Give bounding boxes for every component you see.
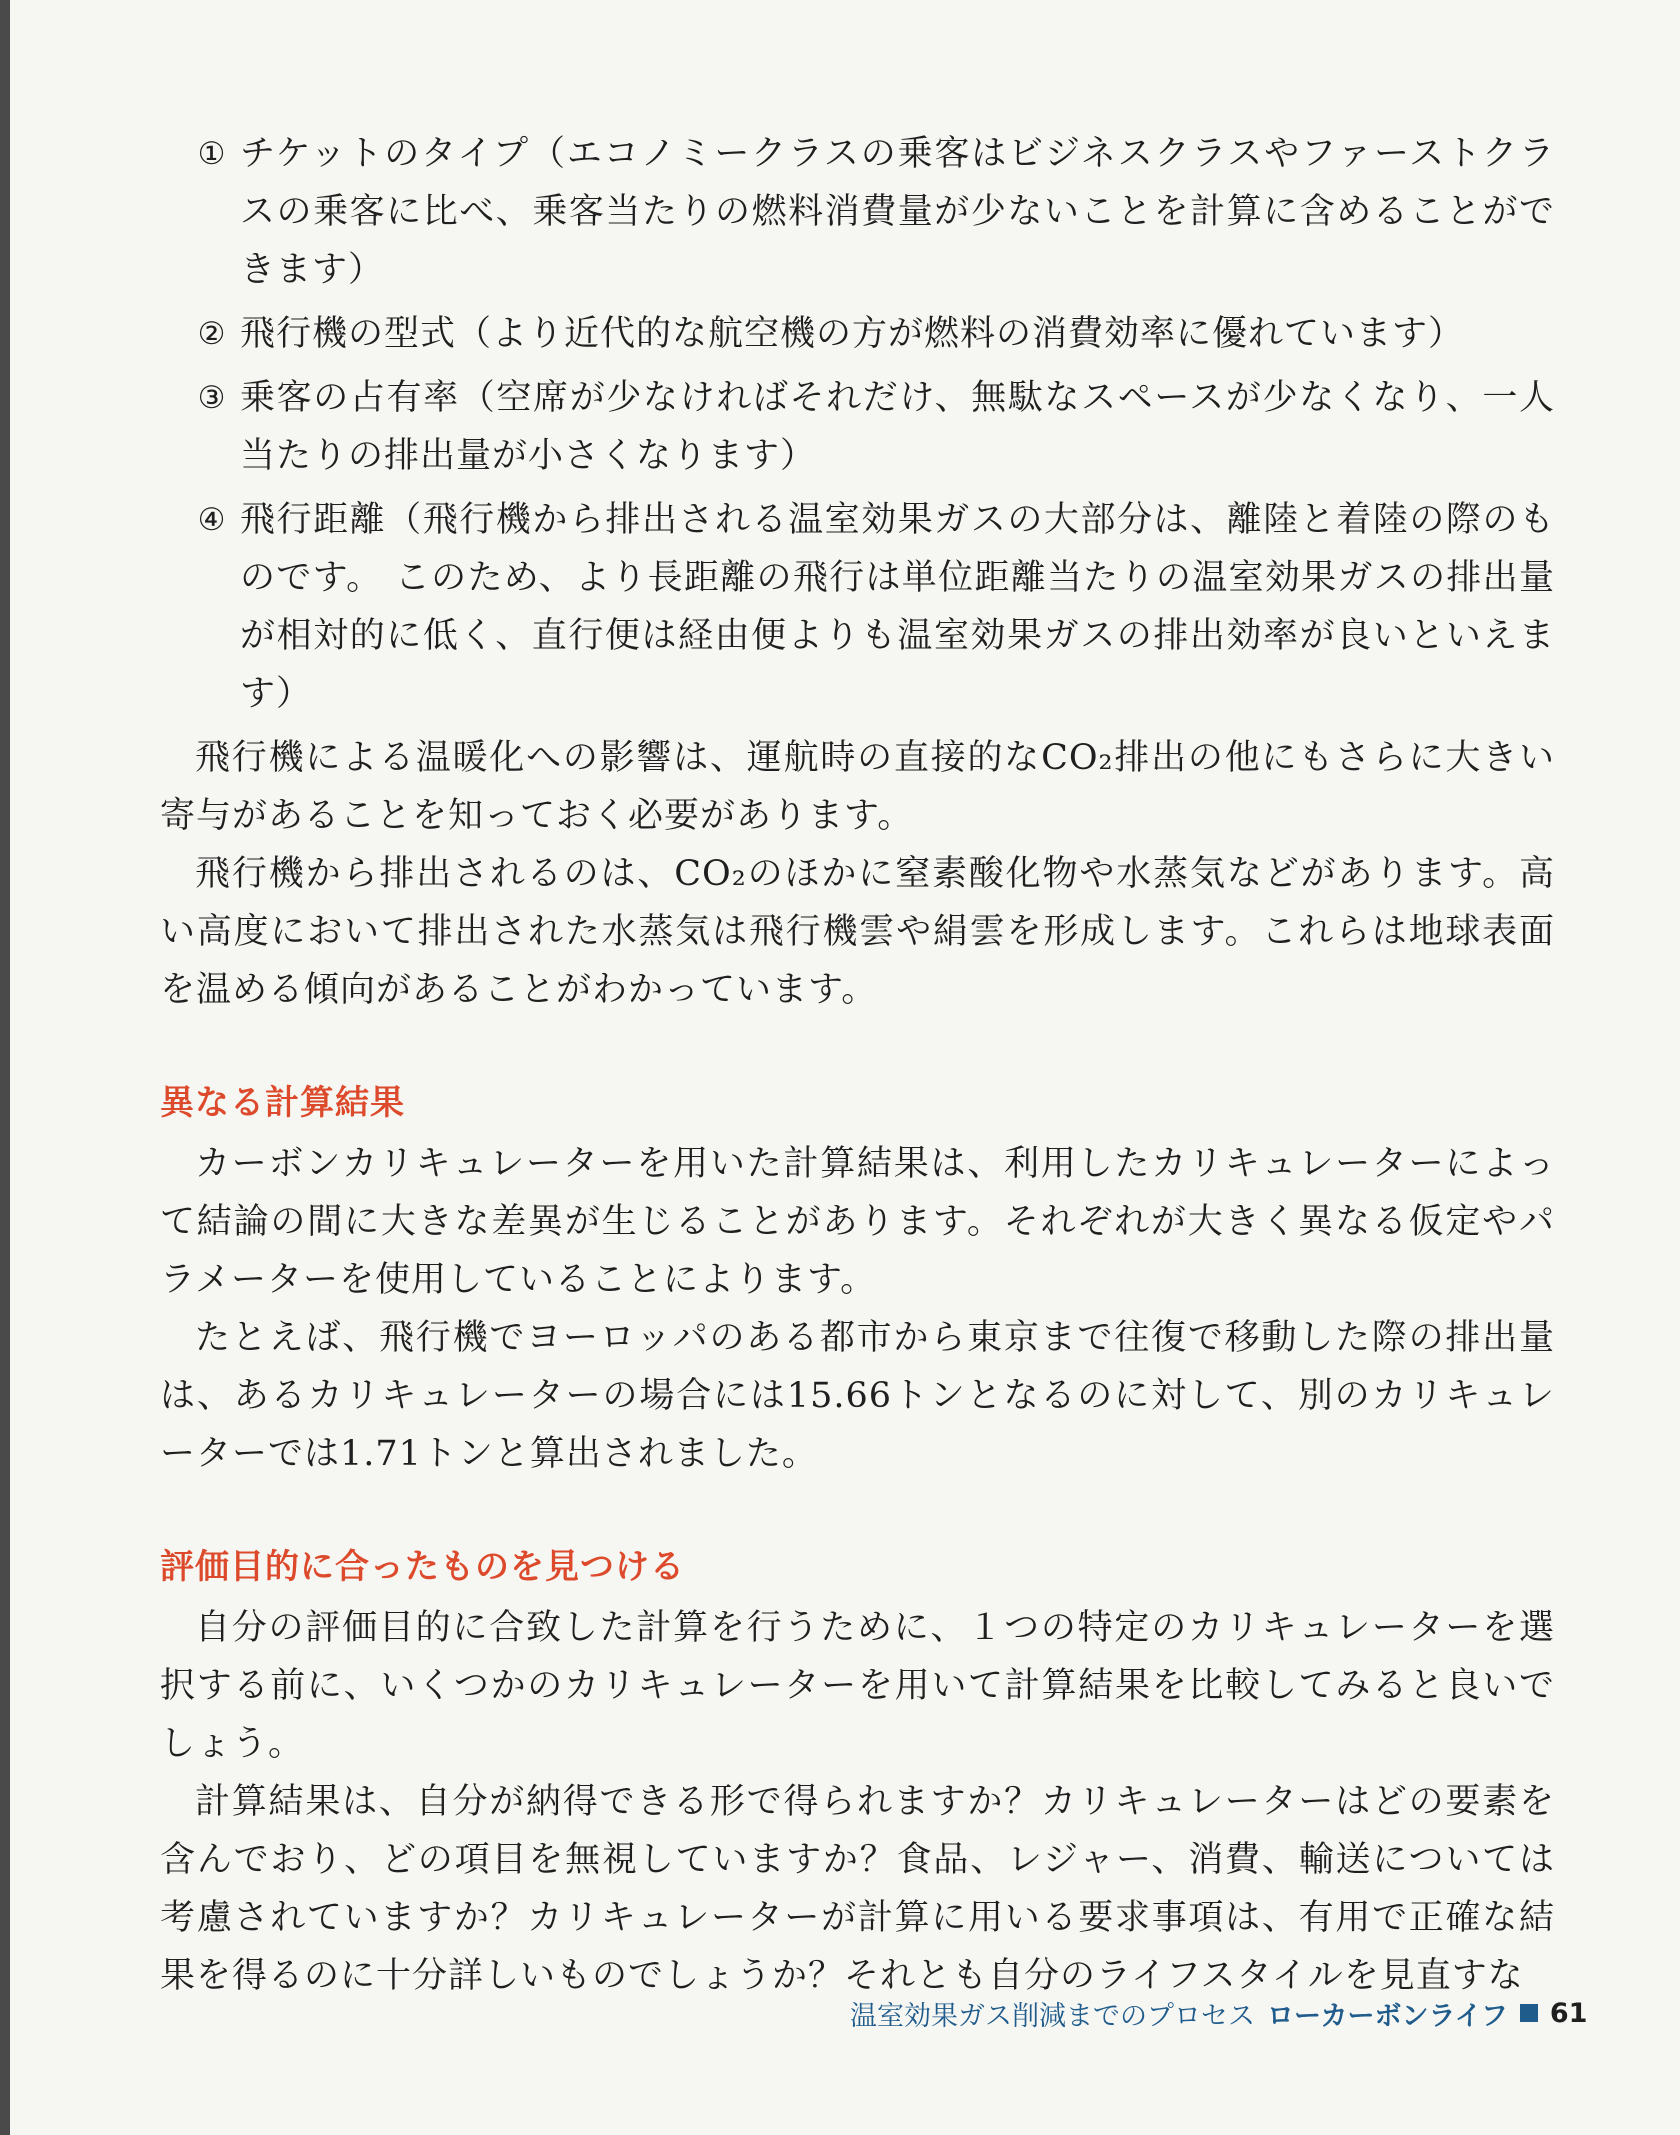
list-item-ticket-type [160,125,1555,299]
numbered-factor-list [160,125,1555,723]
list-marker: ④ [197,502,227,538]
body-paragraph: 飛行機から排出されるのは、CO₂のほかに窒素酸化物や水蒸気などがあります。高い高度において排出された水蒸気は飛行機雲や絹雲を形成します。これらは地球表面を温める傾向があることがわかっています。 [160,854,1555,1010]
list-item-text: 飛行機の型式（より近代的な航空機の方が燃料の消費効率に優れています） [240,314,1465,354]
list-item-occupancy-rate [160,369,1555,485]
body-paragraph: たとえば、飛行機でヨーロッパのある都市から東京まで往復で移動した際の排出量は、あるカリキュレーターの場合には15.66トンとなるのに対して、別のカリキュレーターでは1.71トンと算出されました。 [160,1318,1555,1474]
list-item-aircraft-type [160,305,1555,363]
section-heading-different-results: 異なる計算結果 [160,1083,405,1123]
body-paragraph: 自分の評価目的に合致した計算を行うために、１つの特定のカリキュレーターを選択する前に、いくつかのカリキュレーターを用いて計算結果を比較してみると良いでしょう。 [160,1608,1555,1764]
section-heading-find-fit: 評価目的に合ったものを見つける [160,1547,685,1587]
list-item-text: チケットのタイプ（エコノミークラスの乗客はビジネスクラスやファーストクラスの乗客に比べ、乗客当たりの燃料消費量が少ないことを計算に含めることができます） [240,134,1555,290]
page-content [160,125,1555,2005]
body-paragraph: 計算結果は、自分が納得できる形で得られますか？カリキュレーターはどの要素を含んでおり、どの項目を無視していますか？食品、レジャー、消費、輸送については考慮されていますか？カリキュレーターが計算に用いる要求事項は、有用で正確な結果を得るのに十分詳しいものでしょうか？それとも自分のライフスタイルを見直すな [160,1782,1555,1996]
list-marker: ③ [197,380,227,416]
page-footer [850,1990,1630,2036]
footer-book-title: ローカーボンライフ [1267,2000,1508,2032]
page-number: 61 [1549,1997,1588,2029]
footer-section-title: 温室効果ガス削減までのプロセス [850,2000,1255,2032]
footer-square-icon [1520,2004,1538,2022]
section-spacer [160,1019,1555,1074]
list-marker: ② [197,316,227,352]
body-paragraph: カーボンカリキュレーターを用いた計算結果は、利用したカリキュレーターによって結論の間に大きな差異が生じることがあります。それぞれが大きく異なる仮定やパラメーターを使用していることによります。 [160,1144,1555,1300]
list-marker: ① [197,136,227,172]
list-item-text: 飛行距離（飛行機から排出される温室効果ガスの大部分は、離陸と着陸の際のものです。 このため、より長距離の飛行は単位距離当たりの温室効果ガスの排出量が相対的に低く、直行便は経由便よりも温室効果ガスの排出効率が良いといえます） [240,500,1555,714]
section-spacer [160,1483,1555,1538]
list-item-text: 乗客の占有率（空席が少なければそれだけ、無駄なスペースが少なくなり、一人当たりの排出量が小さくなります） [240,378,1555,476]
body-paragraph: 飛行機による温暖化への影響は、運航時の直接的なCO₂排出の他にもさらに大きい寄与があることを知っておく必要があります。 [160,738,1555,836]
list-item-flight-distance [160,491,1555,723]
